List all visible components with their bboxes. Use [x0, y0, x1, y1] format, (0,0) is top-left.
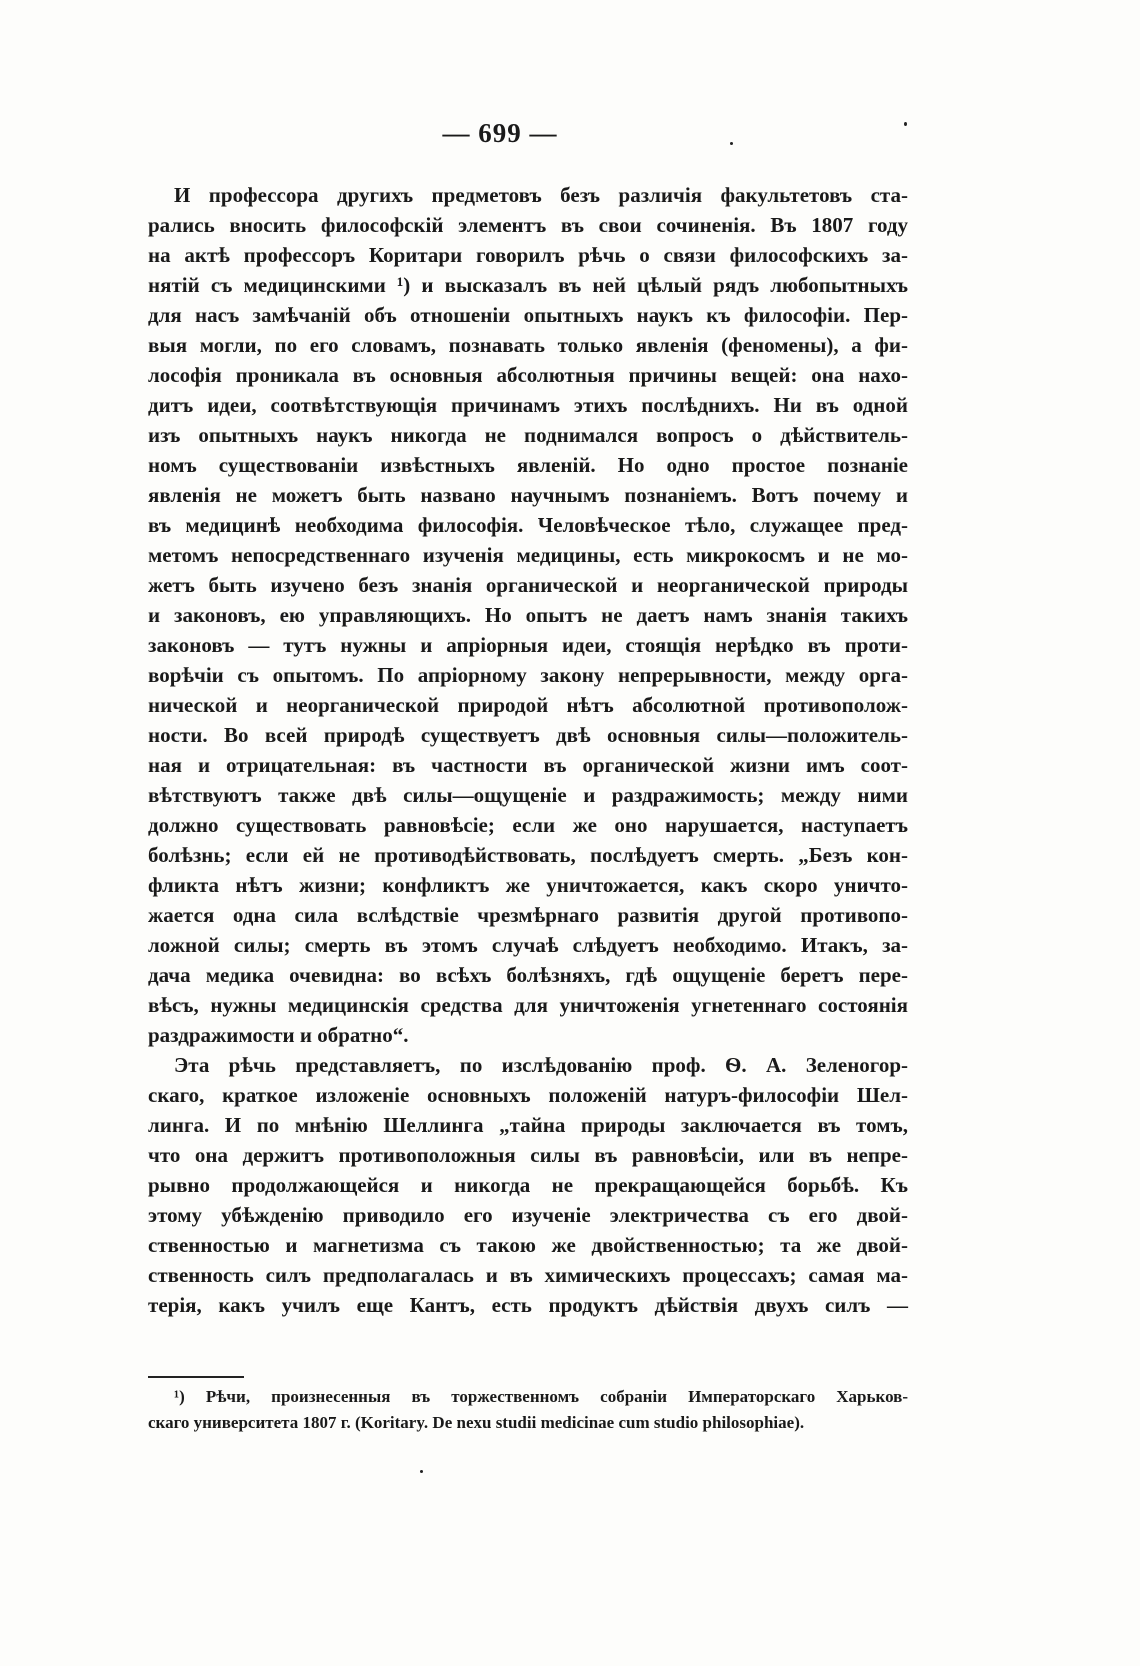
footnote-line: скаго университета 1807 г. (Koritary. De nexu studii medicinae cum studio philosophiae). [148, 1413, 805, 1432]
text-line: этому убѣжденію приводило его изученіе электричества съ его двой- [148, 1203, 908, 1227]
text-line: выя могли, по его словамъ, познавать только явленія (феномены), а фи- [148, 333, 908, 357]
text-line: ственностью и магнетизма съ такою же двойственностью; та же двой- [148, 1233, 908, 1257]
text-line: лософія проникала въ основныя абсолютныя причины вещей: она нахо- [148, 363, 908, 387]
text-line: въ медицинѣ необходима философія. Человѣческое тѣло, служащее пред- [148, 513, 908, 537]
text-line: ложной силы; смерть въ этомъ случаѣ слѣдуетъ необходимо. Итакъ, за- [148, 933, 908, 957]
footnote-divider [148, 1376, 244, 1378]
text-line: ственность силъ предполагалась и въ химическихъ процессахъ; самая ма- [148, 1263, 908, 1287]
text-line: должно существовать равновѣсіе; если же оно нарушается, наступаетъ [148, 813, 908, 837]
print-speck [730, 142, 733, 145]
text-line: что она держитъ противоположныя силы въ равновѣсіи, или въ непре- [148, 1143, 908, 1167]
footnotes [148, 1384, 908, 1436]
text-line: метомъ непосредственнаго изученія медицины, есть микрокосмъ и не мо- [148, 543, 908, 567]
text-line: жается одна сила вслѣдствіе чрезмѣрнаго развитія другой противопо- [148, 903, 908, 927]
text-line: дитъ идеи, соотвѣтствующія причинамъ этихъ послѣднихъ. Ни въ одной [148, 393, 908, 417]
text-line: и законовъ, ею управляющихъ. Но опытъ не даетъ намъ знанія такихъ [148, 603, 908, 627]
text-line: вѣсъ, нужны медицинскія средства для уничтоженія угнетеннаго состоянія [148, 993, 908, 1017]
text-line: номъ существованіи извѣстныхъ явленій. Но одно простое познаніе [148, 453, 908, 477]
text-line: раздражимости и обратно“. [148, 1023, 409, 1047]
text-line: на актѣ профессоръ Коритари говорилъ рѣчь о связи философскихъ за- [148, 243, 908, 267]
text-line: нической и неорганической природой нѣтъ абсолютной противополож- [148, 693, 908, 717]
text-line: явленія не можетъ быть названо научнымъ познаніемъ. Вотъ почему и [148, 483, 908, 507]
text-line: скаго, краткое изложеніе основныхъ положеній натуръ-философіи Шел- [148, 1083, 908, 1107]
text-line: Эта рѣчь представляетъ, по изслѣдованію проф. Ѳ. А. Зеленогор- [174, 1053, 908, 1077]
body-text [148, 180, 908, 1320]
text-line: фликта нѣтъ жизни; конфликтъ же уничтожается, какъ скоро уничто- [148, 873, 908, 897]
text-line: ности. Во всей природѣ существуетъ двѣ основныя силы—положитель- [148, 723, 908, 747]
text-line: законовъ — тутъ нужны и апріорныя идеи, стоящія нерѣдко въ проти- [148, 633, 908, 657]
page-number: — 699 — [442, 118, 558, 148]
text-line: жетъ быть изучено безъ знанія органической и неорганической природы [148, 573, 908, 597]
text-line: терія, какъ училъ еще Кантъ, есть продуктъ дѣйствія двухъ силъ — [148, 1293, 908, 1317]
text-line: И профессора другихъ предметовъ безъ различія факультетовъ ста- [174, 183, 908, 207]
footnote-line: ¹) Рѣчи, произнесенныя въ торжественномъ собраніи Императорскаго Харьков- [174, 1387, 908, 1406]
print-speck [904, 122, 907, 126]
print-speck [420, 1470, 423, 1473]
text-line: линга. И по мнѣнію Шеллинга „тайна природы заключается въ томъ, [148, 1113, 908, 1137]
text-line: болѣзнь; если ей не противодѣйствовать, послѣдуетъ смерть. „Безъ кон- [148, 843, 908, 867]
text-line: вѣтствуютъ также двѣ силы—ощущеніе и раздражимость; между ними [148, 783, 908, 807]
text-line: дача медика очевидна: во всѣхъ болѣзняхъ, гдѣ ощущеніе беретъ пере- [148, 963, 908, 987]
text-line: ная и отрицательная: въ частности въ органической жизни имъ соот- [148, 753, 908, 777]
text-line: ворѣчіи съ опытомъ. По апріорному закону непрерывности, между орга- [148, 663, 908, 687]
text-line: рывно продолжающейся и никогда не прекращающейся борьбѣ. Къ [148, 1173, 908, 1197]
text-line: изъ опытныхъ наукъ никогда не поднимался вопросъ о дѣйствитель- [148, 423, 908, 447]
text-line: нятій съ медицинскими ¹) и высказалъ въ ней цѣлый рядъ любопытныхъ [148, 273, 908, 297]
text-line: рались вносить философскій элементъ въ свои сочиненія. Въ 1807 году [148, 213, 908, 237]
text-line: для насъ замѣчаній объ отношеніи опытныхъ наукъ къ философіи. Пер- [148, 303, 908, 327]
